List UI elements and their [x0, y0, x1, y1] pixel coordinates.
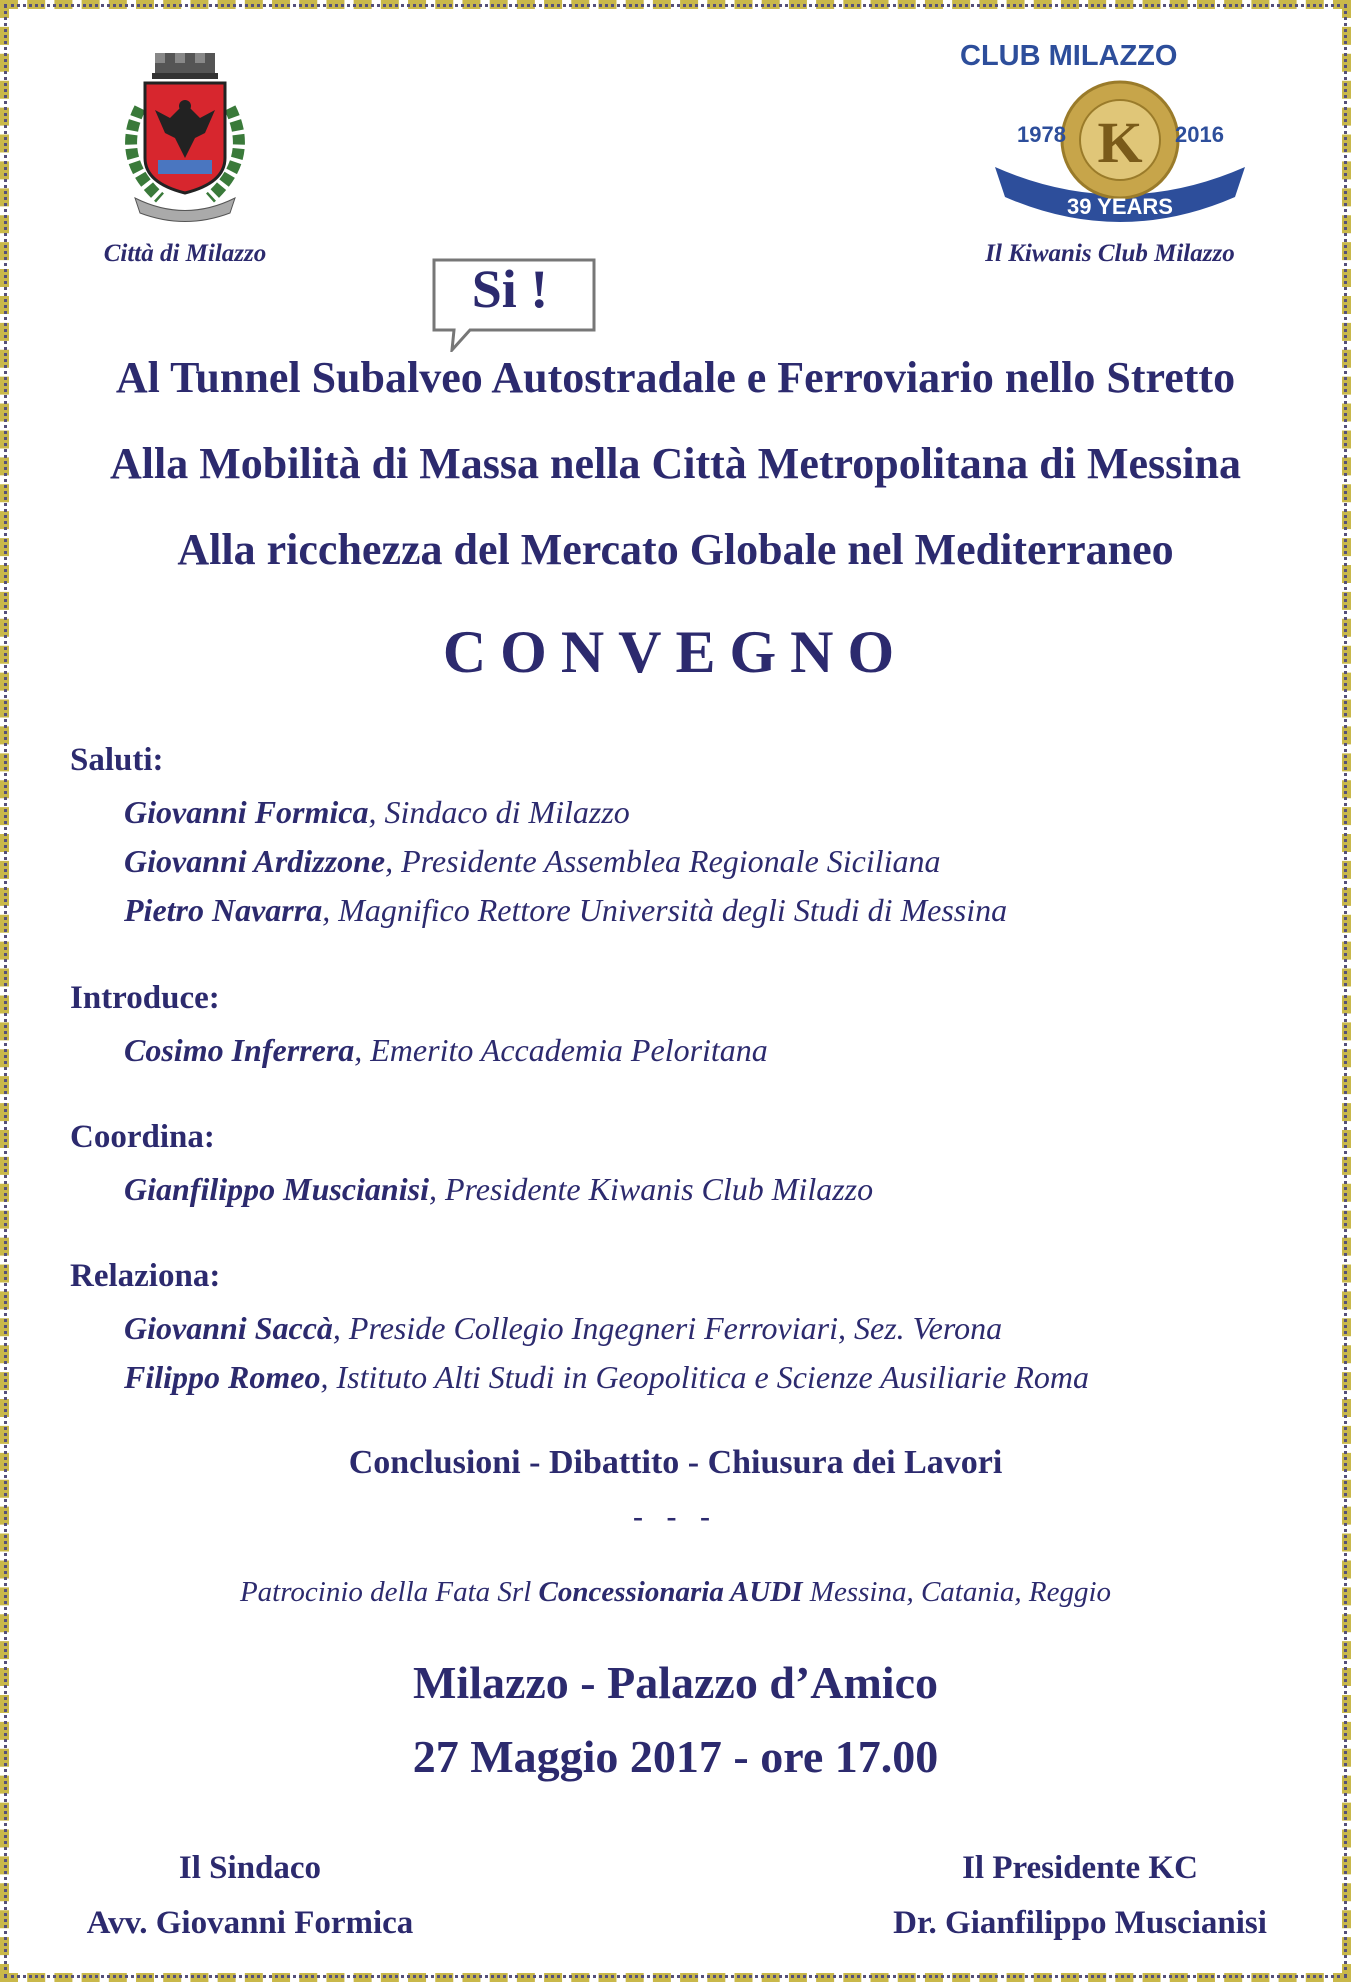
kiwanis-caption: Il Kiwanis Club Milazzo: [985, 240, 1235, 267]
kiwanis-club-title: CLUB MILAZZO: [960, 40, 1178, 72]
event-date: 27 Maggio 2017 - ore 17.00: [412, 1731, 939, 1782]
signature-right-name: Dr. Gianfilippo Muscianisi: [893, 1905, 1267, 1941]
speaker-role: , Magnifico Rettore Università degli Studi di Messina: [322, 892, 1008, 928]
speaker-name: Giovanni Ardizzone: [124, 843, 386, 879]
speaker-name: Filippo Romeo: [124, 1359, 321, 1395]
section-label-saluti: Saluti:: [70, 742, 164, 778]
headline-tunnel: Al Tunnel Subalveo Autostradale e Ferroviario nello Stretto: [115, 353, 1236, 402]
speaker-line: [124, 1359, 1089, 1396]
speaker-line: [124, 1171, 873, 1208]
speaker-name: Pietro Navarra: [124, 892, 323, 928]
speaker-line: [124, 843, 941, 880]
section-label-coordina: Coordina:: [70, 1119, 215, 1155]
speech-bubble-text: Si !: [471, 259, 549, 319]
sponsor-line: [0, 1576, 1351, 1609]
speaker-name: Giovanni Saccà: [124, 1310, 333, 1346]
speaker-name: Giovanni Formica: [124, 794, 369, 830]
kiwanis-emblem-logo: [995, 72, 1245, 232]
speaker-name: Cosimo Inferrera: [124, 1032, 355, 1068]
city-coat-of-arms-logo: [100, 48, 270, 223]
speaker-role: , Preside Collegio Ingegneri Ferroviari, Sez. Verona: [332, 1310, 1003, 1346]
section-label-introduce: Introduce:: [70, 980, 220, 1016]
separator: - - -: [633, 1500, 718, 1533]
signature-left-name: Avv. Giovanni Formica: [86, 1905, 414, 1941]
signature-left-title: Il Sindaco: [178, 1850, 322, 1886]
speaker-role: , Sindaco di Milazzo: [368, 794, 630, 830]
sponsor-pre: Patrocinio della Fata Srl: [239, 1576, 539, 1608]
venue: Milazzo - Palazzo d’Amico: [413, 1657, 938, 1708]
speaker-line: [124, 794, 630, 831]
signature-right-title: Il Presidente KC: [962, 1850, 1198, 1886]
page-title: CONVEGNO: [442, 619, 909, 685]
speaker-line: [124, 1310, 1002, 1347]
city-caption: Città di Milazzo: [103, 240, 267, 267]
speaker-line: [124, 1032, 768, 1069]
speaker-role: , Presidente Kiwanis Club Milazzo: [428, 1171, 874, 1207]
section-label-relaziona: Relaziona:: [70, 1258, 221, 1294]
speaker-name: Gianfilippo Muscianisi: [124, 1171, 429, 1207]
sponsor-post: Messina, Catania, Reggio: [802, 1576, 1112, 1608]
speaker-role: , Istituto Alti Studi in Geopolitica e Scienze Ausiliarie Roma: [320, 1359, 1089, 1395]
kiwanis-year-end: 2016: [1175, 122, 1224, 147]
headline-mercato: Alla ricchezza del Mercato Globale nel Mediterraneo: [177, 525, 1174, 574]
kiwanis-letter: K: [1097, 110, 1143, 175]
speaker-role: , Emerito Accademia Peloritana: [354, 1032, 768, 1068]
closing-line: Conclusioni - Dibattito - Chiusura dei Lavori: [348, 1444, 1003, 1481]
kiwanis-ribbon-text: 39 YEARS: [1067, 194, 1173, 219]
sponsor-name: Concessionaria AUDI: [538, 1576, 803, 1608]
speaker-line: [124, 892, 1007, 929]
kiwanis-year-start: 1978: [1017, 122, 1066, 147]
headline-mobilita: Alla Mobilità di Massa nella Città Metropolitana di Messina: [110, 439, 1241, 488]
speaker-role: , Presidente Assemblea Regionale Siciliana: [385, 843, 941, 879]
